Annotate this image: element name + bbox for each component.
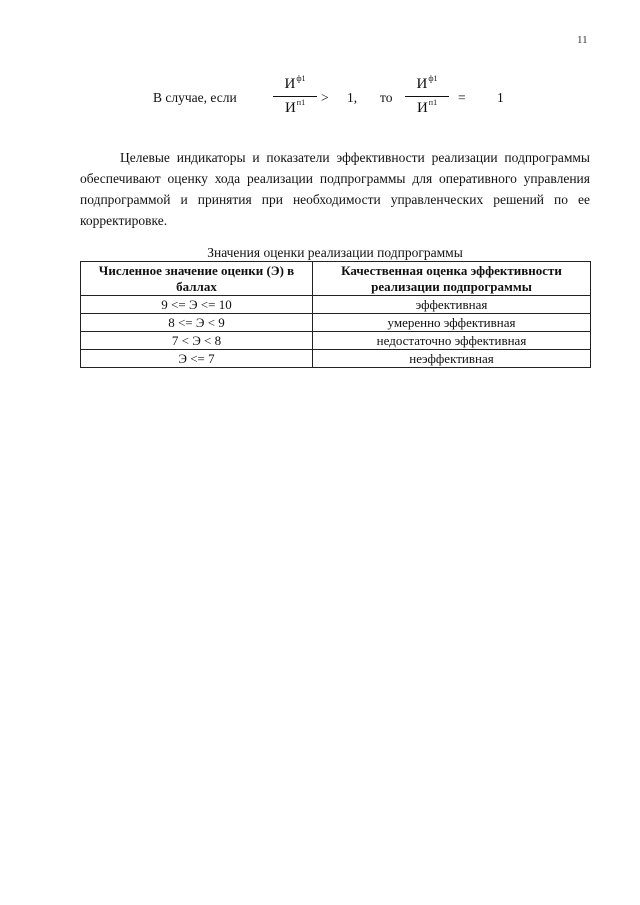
score-range-cell: 7 < Э < 8 (81, 332, 313, 350)
table-row (81, 296, 591, 314)
formula-lead-text: В случае, если (153, 90, 237, 105)
fraction-2-denominator: $И^{п1}$ (416, 98, 438, 116)
assessment-table (80, 261, 591, 368)
fraction-2 (405, 74, 449, 118)
score-range-cell: 8 <= Э < 9 (81, 314, 313, 332)
fraction-2-bar (405, 96, 449, 97)
table-header-row (81, 262, 591, 296)
header-qualitative-score: Качественная оценка эффективности реализации подпрограммы (313, 262, 591, 296)
formula-connector: то (380, 90, 393, 105)
equals-operator: = (458, 90, 466, 105)
fraction-2-numerator: $И^{ф1}$ (416, 74, 438, 92)
score-range-cell: 9 <= Э <= 10 (81, 296, 313, 314)
page-number: 11 (577, 34, 588, 46)
rating-cell: умеренно эффективная (313, 314, 591, 332)
table-caption: Значения оценки реализации подпрограммы (207, 245, 463, 260)
formula-line (0, 72, 640, 132)
rating-cell: недостаточно эффективная (313, 332, 591, 350)
fraction-1-numerator: $И^{ф1}$ (284, 74, 306, 92)
formula-value-2: 1 (497, 90, 504, 105)
fraction-1 (273, 74, 317, 118)
table-row (81, 314, 591, 332)
fraction-1-bar (273, 96, 317, 97)
body-paragraph: Целевые индикаторы и показатели эффективности реализации подпрограммы обеспечивают оценку хода реализации подпрограммы для оперативного управления подпрограммой и принятия при необходимости управленческих решений по ее корректировке. (80, 150, 590, 228)
fraction-1-denominator: $И^{п1}$ (284, 98, 306, 116)
header-numeric-score: Численное значение оценки (Э) в баллах (81, 262, 313, 296)
table-row (81, 350, 591, 368)
table-row (81, 332, 591, 350)
rating-cell: неэффективная (313, 350, 591, 368)
greater-than-operator: > (321, 90, 329, 105)
formula-value-1: 1, (347, 90, 358, 105)
score-range-cell: Э <= 7 (81, 350, 313, 368)
rating-cell: эффективная (313, 296, 591, 314)
